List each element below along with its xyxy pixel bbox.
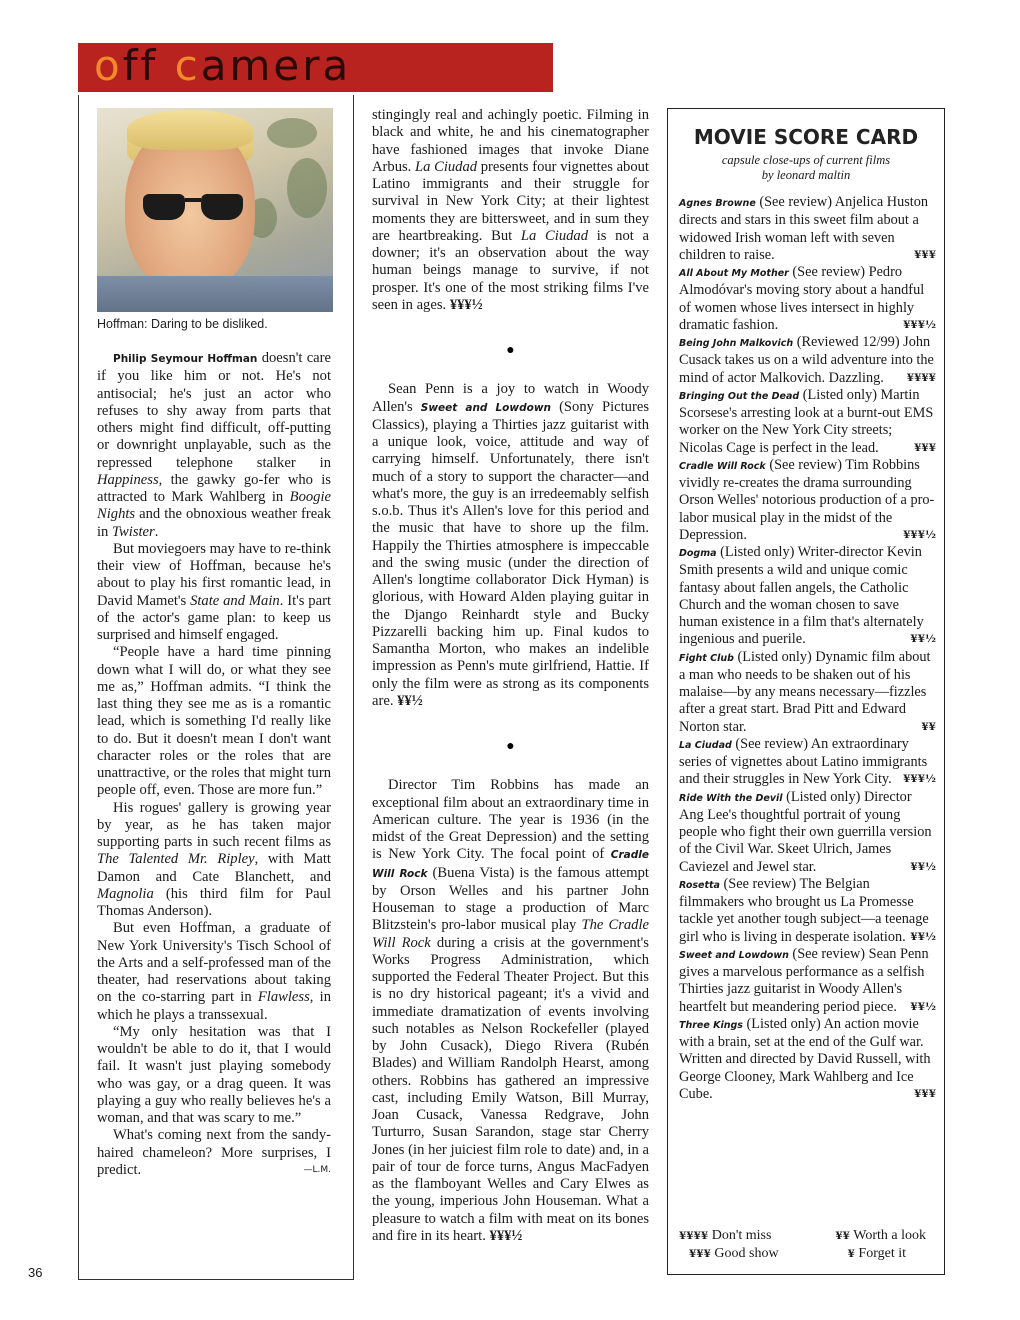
- legend-worth-a-look: ¥¥ Worth a look: [835, 1228, 926, 1243]
- article-column-2: [372, 107, 649, 1245]
- entry-rating: ¥¥¥: [914, 1087, 936, 1100]
- subject-name: Philip Seymour Hoffman: [113, 353, 258, 365]
- banner-letters-amera: amera: [200, 43, 352, 90]
- section-banner: [78, 43, 553, 92]
- entry-rating: ¥¥½: [910, 1000, 936, 1013]
- review-rating: ¥¥½: [397, 692, 423, 709]
- entry-rating: ¥¥¥¥: [906, 371, 936, 384]
- paragraph: What's coming next from the sandy-haired chameleon? More surprises, I predict. —L.M.: [97, 1127, 331, 1178]
- review-rating: ¥¥¥½: [449, 296, 483, 313]
- entry-rating: ¥¥¥½: [903, 528, 936, 541]
- score-entry: Bringing Out the Dead (Listed only) Martin Scorsese's arresting look at a burnt-out EMS worker on the New York City streets; Nicolas Cage is perfect in the lead. ¥¥¥: [679, 386, 936, 456]
- score-entry: La Ciudad (See review) An extraordinary series of vignettes about Latino immigrants and their struggles in New York City. ¥¥¥½: [679, 735, 936, 788]
- entry-rating: ¥¥¥½: [903, 318, 936, 331]
- movie-score-card: [667, 108, 945, 1275]
- legend-forget-it: ¥ Forget it: [847, 1246, 906, 1261]
- column-rule-mid: [353, 95, 354, 1280]
- paragraph: His rogues' gallery is growing year by year, as he has taken major supporting parts in such recent films as The Talented Mr. Ripley, with Matt Damon and Cate Blanchett, and Magnolia (his third film for Paul Thomas Anderson).: [97, 799, 331, 919]
- paragraph: Director Tim Robbins has made an exceptional film about an extraordinary time in American culture. The year is 1936 (in the midst of the Great Depression) and the setting is New York City. The focal point of Cradle Will Rock (Buena Vista) is the famous attempt by Orson Welles and his partner John Houseman to stage a production of Marc Blitzstein's pro-labor musical play The Cradle Will Rock during a crisis at the government's Works Progress Administration, which supported the Federal Theater Project. But this is no dry historical pageant; it's a vivid and immediate dramatization of events involving such notables as Nelson Rockefeller (played by John Cusack), Diego Rivera (Rubén Blades) and William Randolph Hearst, among others. Robbins has gathered an impressive cast, including Emily Watson, Bill Murray, Joan Cusack, Vanessa Redgrave, John Turturro, Susan Sarandon, stage star Cherry Jones (in her juiciest film role to date) and, in a pair of tour de force turns, Angus MacFadyen as the flamboyant Welles and Cary Elwes as the young, imperious John Houseman. What a pleasure to watch a film with meat on its bones and fire in its heart. ¥¥¥½: [372, 777, 649, 1244]
- author-signoff: —L.M.: [303, 1164, 331, 1175]
- paragraph: Philip Seymour Hoffman doesn't care if you like him or not. He's not antisocial; he's just an actor who refuses to shy away from parts that others might find difficult, off-putting or downright unplayable, such as the repressed telephone stalker in Happiness, the gawky go-fer who is attracted to Mark Wahlberg in Boogie Nights and the obnoxious weather freak in Twister.: [97, 350, 331, 540]
- paragraph: “My only hesitation was that I wouldn't be able to do it, that I would fail. It wasn't just playing somebody who was gay, or a drag queen. It was playing a guy who really believes he's a woman, and that was scary to me.”: [97, 1023, 331, 1126]
- rating-legend: [679, 1227, 936, 1263]
- paragraph: “People have a hard time pinning down what I will do, or what they see me as,” Hoffman admits. “I think the last thing they see me as is a romantic lead, which is something I'd really like to do. But it doesn't mean I don't want character roles or the roles that are unattractive, or the roles that might turn people off, even. Those are more fun.”: [97, 644, 331, 799]
- entry-rating: ¥¥¥: [914, 248, 936, 261]
- section-title: [94, 43, 351, 89]
- score-entry: Agnes Browne (See review) Anjelica Huston directs and stars in this sweet film about a widowed Irish woman left with seven children to raise. ¥¥¥: [679, 194, 936, 263]
- paragraph: But even Hoffman, a graduate of New York University's Tisch School of the Arts and a self-professed man of the theater, had reservations about taking on the co-starring part in Flawless, in which he plays a transsexual.: [97, 920, 332, 1023]
- entry-rating: ¥¥¥½: [903, 773, 936, 786]
- page-number: 36: [28, 1265, 43, 1280]
- score-entry: Ride With the Devil (Listed only) Director Ang Lee's thoughtful portrait of young people who fight their own guerrilla version of the Civil War. Skeet Ulrich, James Caviezel and Jewel star. ¥¥½: [679, 788, 936, 875]
- column-rule-left: [78, 95, 79, 1280]
- photo-caption: Hoffman: Daring to be disliked.: [97, 317, 268, 331]
- entry-rating: ¥¥¥: [914, 441, 936, 454]
- paragraph: stingingly real and achingly poetic. Filming in black and white, he and his cinematographer have fashioned images that invoke Diane Arbus. La Ciudad presents four vignettes about Latino immigrants and their struggle for survival in New York City; at their lightest moments they are bittersweet, and in sum they are heartbreaking. But La Ciudad is not a downer; it's an observation about the way human beings manage to survive, if not prosper. It's one of the most striking films I've seen in ages. ¥¥¥½: [372, 107, 650, 313]
- paragraph: Sean Penn is a joy to watch in Woody Allen's Sweet and Lowdown (Sony Pictures Classics), playing a Thirties jazz guitarist with a unique look, voice, attitude and way of carrying himself. Unfortunately, there isn't much of a story to support the character—and what's more, the guy is an irredeemably selfish s.o.b. Thus it's Allen's love for this period and the music that have to shore up the film. Happily the Thirties atmosphere is impeccable and the swing music (under the direction of Allen's longtime collaborator Dick Hyman) is glorious, with Howard Alden playing guitar in the Django Reinhardt style and Bucky Pizzarelli backing him up. Final kudos to Samantha Morton, who makes an indelible impression as Penn's mute girlfriend, Hattie. If only the film were as strong as its components are. ¥¥½: [372, 381, 649, 709]
- column-rule-bottom: [78, 1279, 353, 1280]
- score-entry: All About My Mother (See review) Pedro Almodóvar's moving story about a handful of women whose lives intersect in highly dramatic fashion. ¥¥¥½: [679, 264, 936, 333]
- section-bullet: ●: [506, 739, 515, 754]
- banner-letter-c: c: [174, 43, 201, 90]
- paragraph: But moviegoers may have to re-think their view of Hoffman, because he's about to play his first romantic lead, in David Mamet's State and Main. It's part of the actor's game plan: to keep us surprised and himself engaged.: [97, 540, 331, 643]
- legend-dont-miss: ¥¥¥¥ Don't miss: [679, 1228, 772, 1243]
- review-rating: ¥¥¥½: [489, 1227, 523, 1244]
- entry-rating: ¥¥: [921, 720, 936, 733]
- section-bullet: ●: [506, 343, 515, 358]
- score-card-subtitle: capsule close-ups of current films by leonard maltin: [721, 153, 891, 182]
- entry-rating: ¥¥½: [910, 860, 936, 873]
- score-entry: Rosetta (See review) The Belgian filmmakers who brought us La Promesse tackle yet another tough subject—a teenage girl who is living in desperate isolation. ¥¥½: [679, 875, 936, 945]
- hoffman-photo: [97, 108, 333, 312]
- article-column-1: [97, 350, 331, 1179]
- score-card-title: MOVIE SCORE CARD: [693, 125, 919, 149]
- legend-good-show: ¥¥¥ Good show: [689, 1246, 779, 1261]
- score-entry: Cradle Will Rock (See review) Tim Robbins vividly re-creates the drama surrounding Orson Welles' notorious production of a pro-labor musical play in the midst of the Depression. ¥¥¥½: [679, 456, 936, 543]
- score-entry: Being John Malkovich (Reviewed 12/99) John Cusack takes us on a wild adventure into the mind of actor Malkovich. Dazzling. ¥¥¥¥: [679, 334, 936, 386]
- entry-rating: ¥¥½: [910, 930, 936, 943]
- score-entry: Three Kings (Listed only) An action movie with a brain, set at the end of the Gulf war. Written and directed by David Russell, with George Clooney, Mark Wahlberg and Ice Cube. ¥¥¥: [679, 1015, 936, 1102]
- score-entry: Fight Club (Listed only) Dynamic film about a man who needs to be shaken out of his malaise—by any means necessary—fizzles after a great start. Brad Pitt and Edward Norton star. ¥¥: [679, 648, 936, 735]
- score-entry: Sweet and Lowdown (See review) Sean Penn gives a marvelous performance as a selfish Thirties jazz guitarist in Woody Allen's heartfelt but meandering period piece. ¥¥½: [679, 945, 936, 1015]
- banner-letter-o: o: [94, 43, 123, 90]
- banner-letters-ff: ff: [122, 43, 175, 90]
- score-entry: Dogma (Listed only) Writer-director Kevin Smith presents a wild and unique comic fantasy about fallen angels, the Catholic Church and the woman chosen to save human existence in a film that's alternately ingenious and puerile. ¥¥½: [679, 544, 936, 648]
- entry-rating: ¥¥½: [910, 633, 936, 646]
- score-card-entries: [679, 194, 936, 1103]
